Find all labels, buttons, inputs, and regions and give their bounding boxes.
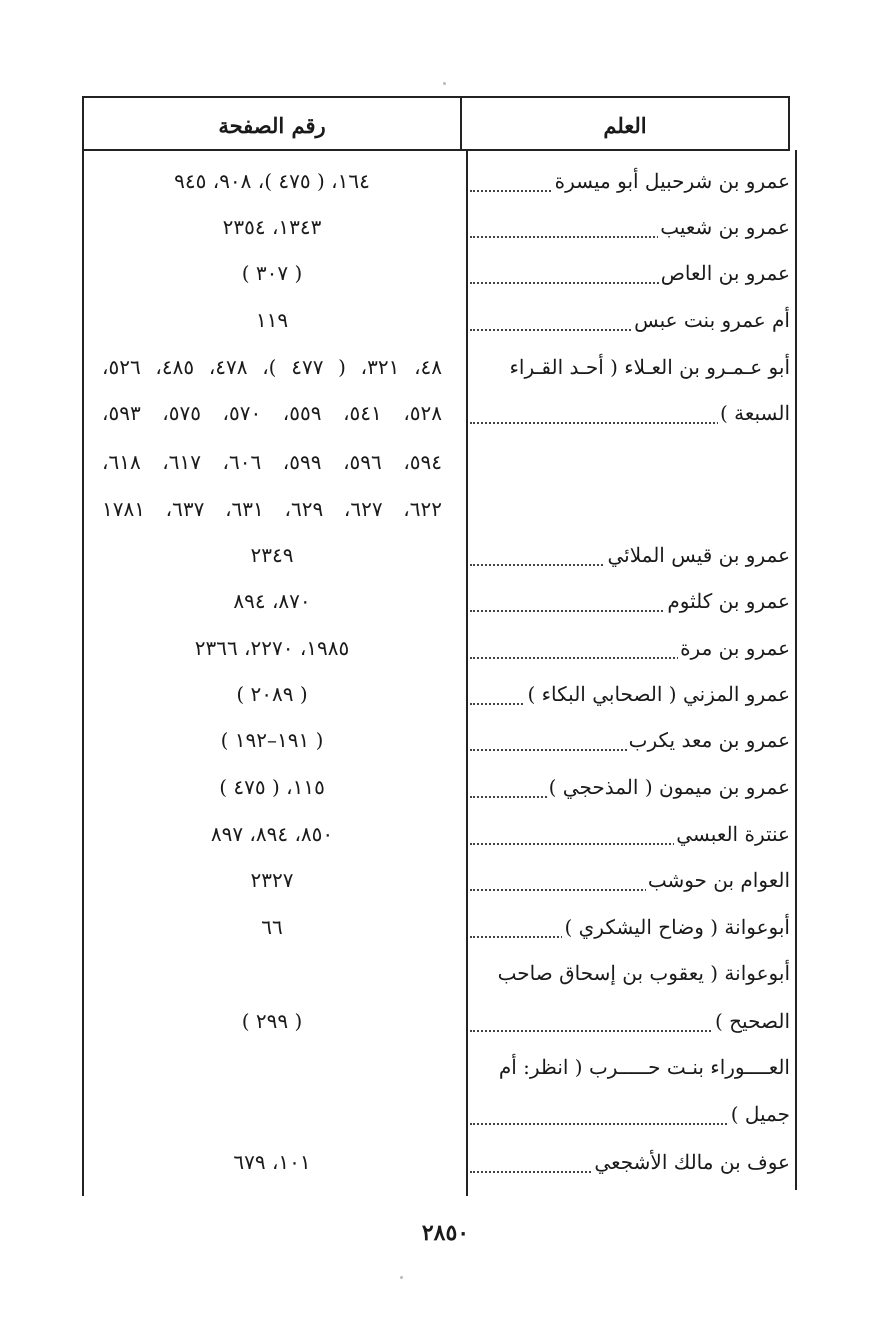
name-text: أبو عـمـرو بن العـلاء ( أحـد القـراء [509,355,790,379]
name-cell [470,343,790,391]
table-row [0,810,891,858]
name-text: العــــوراء بنـت حـــــرب ( انظر: أم [498,1055,790,1079]
name-text: عمرو بن مرة [680,636,790,660]
table-row [0,903,891,951]
table-row [0,1090,891,1138]
table-row [0,203,891,251]
name-text: العوام بن حوشب [647,868,790,892]
pages-cell [86,949,458,997]
name-text: عمرو المزني ( الصحابي البكاء ) [527,682,790,706]
pages-cell: ١٦٤، ( ٤٧٥ )، ٩٠٨، ٩٤٥ [174,169,370,193]
name-text: عمرو بن قيس الملائي [607,543,790,567]
scan-speck [443,82,446,85]
table-row [0,997,891,1045]
name-text: عمرو بن شرحبيل أبو ميسرة [554,169,790,193]
name-text: عمرو بن العاص [660,261,790,285]
page-number: ٢٨٥٠ [421,1220,470,1246]
pages-cell: ١٩٨٥، ٢٢٧٠، ٢٣٦٦ [194,636,350,660]
name-cell [470,810,790,858]
table-row [0,624,891,672]
name-text: أبوعوانة ( يعقوب بن إسحاق صاحب [497,961,790,985]
name-cell [470,716,790,764]
name-text: عنترة العبسي [676,822,790,846]
pages-cell: ٨٧٠، ٨٩٤ [233,589,311,613]
name-cell [470,296,790,344]
table-row [0,670,891,718]
pages-cell: ١٣٤٣، ٢٣٥٤ [222,215,322,239]
pages-cell: ٨٥٠، ٨٩٤، ٨٩٧ [210,822,334,846]
name-text [788,450,790,474]
name-cell [470,203,790,251]
table-row [0,856,891,904]
table-row [0,343,891,391]
name-text: السبعة ) [719,401,790,425]
name-cell [470,249,790,297]
name-text: الصحيح ) [714,1009,790,1033]
table-row [0,1043,891,1091]
name-cell [470,949,790,997]
name-cell [470,1090,790,1138]
pages-cell: ٥٢٨، ٥٤١، ٥٥٩، ٥٧٠، ٥٧٥، ٥٩٣، [102,401,443,425]
name-cell [470,577,790,625]
name-cell [470,389,790,437]
name-cell [470,1138,790,1186]
name-text: عمرو بن ميمون ( المذحجي ) [548,775,790,799]
table-row [0,531,891,579]
name-text: عوف بن مالك الأشجعي [594,1150,790,1174]
table-row [0,157,891,205]
table-row [0,763,891,811]
pages-cell: ( ٢٠٨٩ ) [236,682,308,706]
pages-cell [86,1043,458,1091]
name-cell [470,157,790,205]
pages-cell: ٢٣٤٩ [250,543,294,567]
name-text: عمرو بن كلثوم [667,589,790,613]
name-text [788,497,790,521]
table-row [0,296,891,344]
pages-cell [86,1090,458,1138]
table-row [0,249,891,297]
table-row [0,389,891,437]
name-cell [470,856,790,904]
name-text: جميل ) [730,1102,790,1126]
name-text: أم عمرو بنت عبس [634,308,790,332]
name-cell [470,903,790,951]
table-row [0,438,891,486]
name-cell [470,438,790,486]
pages-cell: ( ١٩١–١٩٢ ) [220,728,324,752]
name-text: عمرو بن معد يكرب [628,728,790,752]
table-row [0,485,891,533]
pages-cell: ١٠١، ٦٧٩ [233,1150,311,1174]
table-row [0,1138,891,1186]
pages-cell: ٢٣٢٧ [250,868,294,892]
pages-cell: ١١٩ [255,308,289,332]
table-row [0,577,891,625]
name-cell [470,1043,790,1091]
name-cell [470,624,790,672]
pages-cell: ( ٣٠٧ ) [241,261,303,285]
name-cell [470,997,790,1045]
table-row [0,716,891,764]
pages-cell: ٦٦ [261,915,283,939]
pages-cell: ١١٥، ( ٤٧٥ ) [219,775,325,799]
name-cell [470,670,790,718]
pages-cell: ٤٨، ٣٢١، ( ٤٧٧ )، ٤٧٨، ٤٨٥، ٥٢٦، [102,355,443,379]
pages-cell: ( ٢٩٩ ) [241,1009,303,1033]
name-cell [470,485,790,533]
scan-speck [400,1276,403,1279]
pages-cell: ٥٩٤، ٥٩٦، ٥٩٩، ٦٠٦، ٦١٧، ٦١٨، [102,450,443,474]
pages-cell: ٦٢٢، ٦٢٧، ٦٢٩، ٦٣١، ٦٣٧، ١٧٨١ [102,497,442,521]
name-cell [470,763,790,811]
table-row [0,949,891,997]
name-text: عمرو بن شعيب [660,215,790,239]
header-name-column: العلم [603,113,647,138]
name-cell [470,531,790,579]
header-pages-column: رقم الصفحة [218,113,326,138]
name-text: أبوعوانة ( وضاح اليشكري ) [564,915,790,939]
